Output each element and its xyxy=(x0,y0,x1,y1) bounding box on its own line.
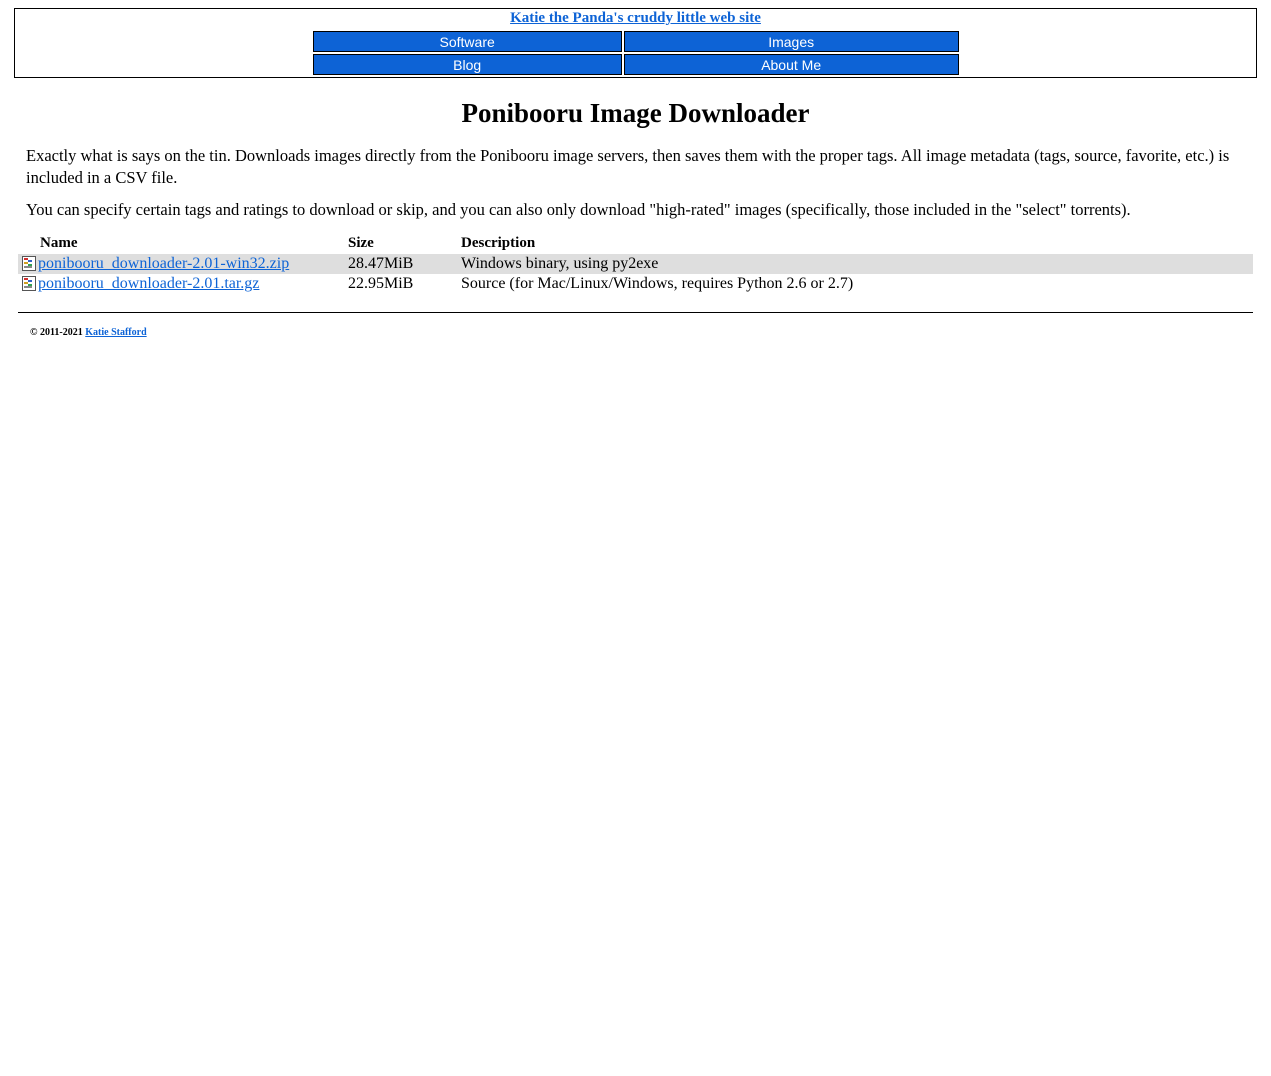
table-cell-size: 22.95MiB xyxy=(348,275,414,293)
table-cell-description: Source (for Mac/Linux/Windows, requires Python 2.6 or 2.7) xyxy=(461,275,854,293)
nav-item-software[interactable]: Software xyxy=(313,31,622,52)
page-container xyxy=(0,0,1271,338)
column-header-size: Size xyxy=(348,235,374,252)
table-cell-description: Windows binary, using py2exe xyxy=(457,254,1253,274)
site-header xyxy=(14,8,1257,78)
table-cell-size: 28.47MiB xyxy=(344,254,457,274)
nav-item-blog[interactable]: Blog xyxy=(313,54,622,75)
copyright-text: © 2011-2021 xyxy=(30,327,83,339)
nav-cell xyxy=(624,54,959,75)
site-title xyxy=(15,9,1256,29)
page-title: Ponibooru Image Downloader xyxy=(461,98,810,129)
nav-cell xyxy=(313,54,622,75)
column-header-description: Description xyxy=(461,235,536,252)
table-header-row xyxy=(18,233,1253,254)
downloads-table-head xyxy=(18,233,1253,254)
column-header-name: Name xyxy=(40,235,78,252)
nav-cell xyxy=(624,31,959,52)
file-archive-icon xyxy=(22,276,36,291)
table-cell-name xyxy=(18,274,344,294)
site-title-link[interactable]: Katie the Panda's cruddy little web site xyxy=(510,10,761,26)
file-archive-icon xyxy=(22,256,36,271)
nav-item-about-me[interactable]: About Me xyxy=(624,54,959,75)
nav-item-images[interactable]: Images xyxy=(624,31,959,52)
nav-cell xyxy=(313,31,622,52)
main-content xyxy=(14,98,1257,338)
downloads-table-body xyxy=(18,254,1253,294)
download-link[interactable]: ponibooru_downloader-2.01-win32.zip xyxy=(38,255,290,273)
description-paragraph-2: You can specify certain tags and ratings to download or skip, and you can also only download "high-rated" images (specifically, those included in the "select" torrents). xyxy=(26,200,1131,220)
footer xyxy=(18,313,1253,338)
table-cell-name xyxy=(18,254,344,274)
table-row xyxy=(18,274,1253,294)
table-row xyxy=(18,254,1253,274)
downloads-table xyxy=(18,233,1253,294)
description-paragraph-1: Exactly what is says on the tin. Downloads images directly from the Ponibooru image servers, then saves them with the proper tags. All image metadata (tags, source, favorite, etc.) is included in a CSV file. xyxy=(26,146,1230,188)
download-link[interactable]: ponibooru_downloader-2.01.tar.gz xyxy=(38,275,260,293)
author-link[interactable]: Katie Stafford xyxy=(85,327,147,339)
nav-menu xyxy=(311,29,961,77)
